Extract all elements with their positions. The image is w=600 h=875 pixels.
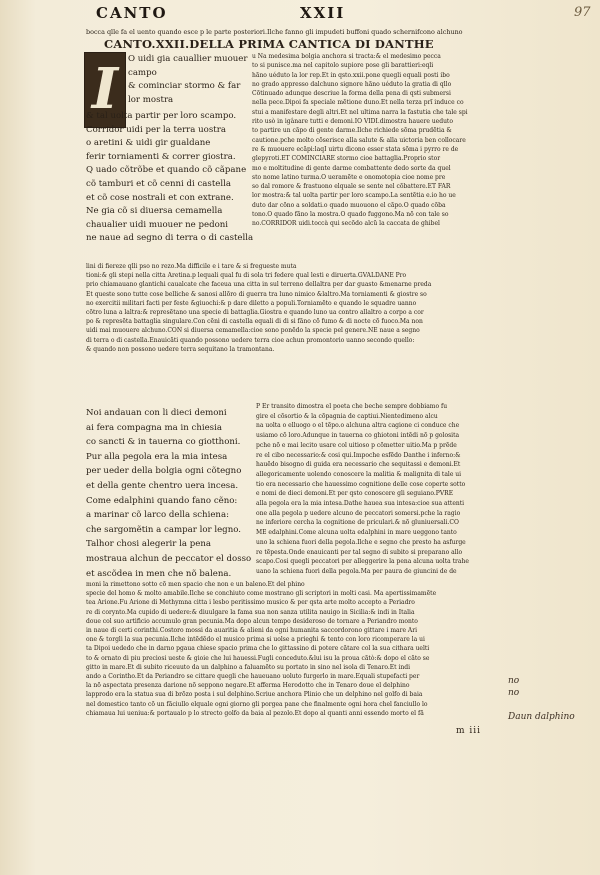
commentary-line: uno la schiena fuori della pegola.Ilche e segno che presto ha asfurge <box>256 538 466 546</box>
commentary-line: cõtro luna a laltra:& represẽtano una specie di battaglia.Giostra e quando luno ua contro allaltro a corpo a cor <box>86 309 424 317</box>
canto-title: CANTO.XXII.DELLA PRIMA CANTICA DI DANTHE <box>104 37 434 51</box>
commentary-line: tio era necessario che hauessimo cognitione delle cose coperte sotto <box>256 480 466 488</box>
commentary-line: allegoricamente uolendo conoscere la malitia & malignita di tale ui <box>256 470 462 478</box>
verse-line: ne naue ad segno di terra o di castella <box>86 233 254 244</box>
commentary-line: re di corynto.Ma cupido di uedere:& diuulgare la fama sua non sanza utilita nauigo in Sicilia:& indi in Italia <box>86 608 415 616</box>
commentary-line: scapo.Cosi quegli peccatori per alleggerire la pena alcuna uolta trahe <box>256 558 469 566</box>
commentary-line: rito usò in igânare tutti e demoni.IO VIDI.dimostra hauere ueduto <box>252 118 453 126</box>
commentary-block-1 <box>252 52 468 229</box>
commentary-line: no grado appresso dalchuno signore hãno uéduto la gratia di qllo <box>252 80 452 88</box>
verse-line: Pur alla pegola era la mia intesa <box>86 451 228 462</box>
commentary-line: lapprodo era la statua sua di brõzo posta i sul delphino.Scriue anchora Plinio che un delphino nel golfo di baia <box>86 691 423 699</box>
commentary-line: na uolta o elluogo o el tẽpo.o alchuna altra cagione ci conduce che <box>256 422 460 430</box>
commentary-line: ta Dipoi uededo che in darno pgaua chiese spacio prima che lo gittassino di potere cãtare col la sua cithara uelti <box>86 645 430 653</box>
verse-line: lor mostra <box>128 94 174 105</box>
margin-note: no <box>508 688 520 698</box>
commentary-line: u Na medesima bolgia anchora si tracta:& el medesimo pecca <box>252 53 441 60</box>
verse-line: Ne gia cõ si diuersa cemamella <box>86 206 223 217</box>
commentary-line: tea Arione.Fu Arione di Methymna citta i lesbo peritissimo musico & per qsta arte molto accepto a Periadro <box>86 599 415 607</box>
signature-mark: m iii <box>456 726 482 736</box>
commentary-line: glepyroti.ET COMINCIARE stormo cioe battaglia.Proprio stor <box>252 155 441 163</box>
commentary-line: in naue di certi corinthi.Costoro mossi da auaritia & alieni da ogni humanita saccordorono gittare i mare Ari <box>86 627 418 635</box>
commentary-line: ando a Corintho.Et da Periandro se cittare quegli che haueuano uoluto furgerlo in mare.Equali stupefacti per <box>86 673 420 681</box>
commentary-line: hauẽdo bisogno di guida era necessario che sequitassi e demoni.Et <box>256 461 461 469</box>
commentary-line: pche nõ e mai lecito usare col uitioso p cõmetter uitio.Ma p prẽde <box>256 441 457 449</box>
commentary-line: & quando non possono uedere terra sequitano la tramontana. <box>86 345 275 353</box>
margin-note: Daun dalphino <box>508 712 575 722</box>
verse-line: che sargomẽtin a campar lor legno. <box>86 524 241 535</box>
commentary-line: po & represẽta battaglia singulare.Con cẽni di castella equali di di si fãno cõ fumo & di nocte cõ fuoco.Ma non <box>86 318 423 326</box>
commentary-line: nel domestico tanto cõ un fãciullo elquale ogni giorno gli porgea pane che finalmente ogni hora chel fanciullo lo <box>86 700 428 708</box>
verse-block-1 <box>128 53 248 107</box>
verse-line: & tal uolta partir per loro scampo. <box>86 111 237 121</box>
commentary-line: sto nome latino turma.O ueramẽte e onomotopia cioe nome pre <box>252 173 446 181</box>
commentary-line: ME edalphini.Come alcuna uolta edalphini in mare ueggono tanto <box>256 529 457 537</box>
commentary-line: alla pegola era la mia intesa.Dathe hauea sua intesa:cioe sua attenti <box>256 500 465 508</box>
commentary-block-1-wide <box>86 262 431 354</box>
verse-line: co sancti & in tauerna co giotthoni. <box>86 437 241 448</box>
verse-line: Q uado cõtrõbe et quando cõ cãpane <box>86 165 247 176</box>
commentary-line: tioni:& gli stepi nella citta Aretina.p lequali qual fu di sola tri federe qual lesti e diruerta.GVALDANE Pro <box>86 272 407 280</box>
running-line: bocca qlle fa el uento quando esce p le parte posteriori.Ilche fanno gli impudeti buffoni quado schernifcono alchuno <box>86 28 463 36</box>
commentary-block-2 <box>256 402 469 577</box>
verse-line: ferir torniamenti & correr giostra. <box>86 151 236 162</box>
verse-line: Talhor chosi alegerir la pena <box>86 539 211 550</box>
verse-line: et della gente chentro uera incesa. <box>86 480 239 491</box>
verse-line: o aretini & uidi gir gualdane <box>86 138 211 149</box>
commentary-line: duto dar cõno a soldati.o quado muouono el cãpo.O quado cõba <box>252 201 446 209</box>
commentary-line: so dal romore & frastuono elquale se sente nel cõbattere.ET FAR <box>252 183 451 191</box>
commentary-line: mo e moltitudine di gente darme combattente dedo sorte da quel <box>252 164 451 172</box>
commentary-line: lini di fiereze qlli pso no rezo.Ma difficile e i tare & si fregueste muta <box>86 263 297 270</box>
commentary-line: cautione.pche molto cõserisce alla salute & alla uictoria ben collocare <box>252 136 466 144</box>
commentary-line: no.CORRIDOR uidi.toccà qui secõdo alcũ la caccata de ghibel <box>252 220 440 228</box>
commentary-line: to si punisce.ma nel capitolo supiore pose gli barattieri:eqli <box>252 62 434 70</box>
commentary-line: to partire un cãpo di gente darme.Ilche richiede sõma prudẽtia & <box>252 127 452 135</box>
commentary-line: re tẽpesta.Onde enauicanti per tal segno di subito si preparano allo <box>256 548 463 556</box>
verse-line: Corridor uidi per la terra uostra <box>86 124 226 135</box>
commentary-line: stui a manifestare degli altri.Et nel ultima narra la fastutia che tale spi <box>252 108 468 116</box>
commentary-line: re & muouere ecãpi:laqI uirtu dicono esser stata sõma i pyrro re de <box>252 145 459 153</box>
commentary-line: re el cibo necessario:& cosi qui.Impoche esfẽdo Danthe i inferno:& <box>256 451 461 459</box>
commentary-line: Et queste sono tutte cose belliche & sanosi allõro di guerra tra luno nimico &laltro.Ma torniamenti & giostre so <box>86 290 427 298</box>
folio-number: 97 <box>574 5 591 20</box>
verse-line: Come edalphini quando fano cẽno: <box>86 495 238 506</box>
commentary-line: chiamaua lui ueniua:& portaualo p lo strecto golfo da baia al pezolo.Et dopo al quanti anni essendo morto el fã <box>86 709 424 717</box>
commentary-block-3 <box>86 580 436 718</box>
verse-line: O uidi gia cauallier muouer <box>128 54 248 64</box>
commentary-line: gire el cõsortio & la cõpagnia de captiui.Nientedimeno alcu <box>256 412 438 420</box>
running-head-number: XXII <box>300 4 346 22</box>
commentary-line: tono.O quado fãno la mostra.O quado fuggono.Ma nõ con tale so <box>252 211 449 219</box>
commentary-line: to & ornato di piu preciosi ueste & gioie che lui hauessi.Fugli conceduto.&lui isu la proua cãtò:& dopo el cãto se <box>86 654 430 662</box>
commentary-line: usiamo cõ loro.Adunque in tauerna co ghiotoni intẽdi nõ p golosita <box>256 432 460 440</box>
commentary-line: doue col suo artificio accumulo gran pecunia.Ma dopo alcun tempo desideroso de tornare a Periandro monto <box>86 617 418 625</box>
verse-line: chaualier uidi muouer ne pedoni <box>86 219 229 230</box>
verse-line: per ueder della bolgia ogni cõtegno <box>86 466 242 477</box>
commentary-line: uidi mai muouere alchuno.CON si diuersa cemamella:cioe sono ponẽdo la specie pel genere.NE naue a segno <box>86 327 420 335</box>
verse-line: cõ tamburi et cõ cenni di castella <box>86 178 231 189</box>
verse-line: ai fera compagna ma in chiesia <box>86 422 222 433</box>
verse-block-2 <box>86 406 251 581</box>
commentary-line: one & torgli la sua pecunia.Ilche intẽdẽdo el musico prima si uolse a prieghi & tento con loro ricomperare la ui <box>86 636 425 644</box>
commentary-line: ne inferiore cercha la cognitione de priculari.& nõ gluniuersali.CO <box>256 519 459 527</box>
commentary-line: lor mostra:& tal uolta partir per loro scampo.La sentẽtia e.io ho ue <box>252 192 456 200</box>
commentary-line: gitto in mare.Et di subito riceuuto da un dalphino a faluamẽto su portato in sino nel isola di Tenaro.Et indi <box>86 663 410 671</box>
commentary-line: Cõtinuado adunque descriue la forma della pena di qsti submersi <box>252 90 451 98</box>
verse-line: a marinar cõ larco della schiena: <box>86 510 229 521</box>
commentary-line: prio chiamauano glantichi caualcate che faceua una citta in sul terreno dellaltra per dar guasto &menarne preda <box>86 281 432 289</box>
commentary-line: hãno uéduto la lor rep.Et in qsto.xxii.pone quegli equali posti ibo <box>252 71 450 79</box>
verse-block-1b <box>86 110 253 246</box>
commentary-line: P Er transito dimostra el poeta che beche sempre dobbiamo fu <box>256 403 448 410</box>
commentary-line: di terra o di castella.Enauicãti quando possono uedere terra cioe achun promontorio uanno secondo quello: <box>86 336 415 344</box>
running-head-canto: CANTO <box>96 4 168 22</box>
commentary-line: la nõ aspectata presenza darione nõ seppono negare.Et afferma Herodotto che in Tenaro doue el delphino <box>86 682 410 690</box>
commentary-line: nella pece.Dipoi fa speciale mẽtione duno.Et nella terza prĩ induce co <box>252 99 464 107</box>
commentary-line: e nomi de dieci demoni.Et per qsto conoscere gli seguiano.PVRE <box>256 490 454 498</box>
verse-line: & cominciar stormo & far <box>128 81 241 92</box>
verse-line: et ascõdea in men che nõ balena. <box>86 568 232 579</box>
verse-line: mostraua alchun de peccator el dosso <box>86 553 252 564</box>
margin-note: no <box>508 676 520 686</box>
commentary-line: one alla pegola p uedere alcuno de peccatori somersi.pche la ragio <box>256 509 461 517</box>
verse-line: Noi andauan con li dieci demoni <box>86 408 227 418</box>
verse-line: campo <box>128 67 157 78</box>
commentary-line: no exercitii militari facti per feste &giuochi:& p dare diletto a populi.Torniamẽto e quando le squadre uanno <box>86 299 417 307</box>
verse-line: et cõ cose nostrali et con extrane. <box>86 192 234 203</box>
initial-letter: I <box>91 56 119 122</box>
commentary-line: moni la rimettono sotto cõ men spacio che non e un baleno.Et del phino <box>86 581 305 588</box>
commentary-line: uano la schiena fuori della pegola.Ma per paura de giuncini de de <box>256 567 457 575</box>
commentary-line: specie del homo & molto amabile.Ilche se conchiuto come mostrano gli scriptori in molti casi. Ma apertissimamẽte <box>86 590 437 598</box>
